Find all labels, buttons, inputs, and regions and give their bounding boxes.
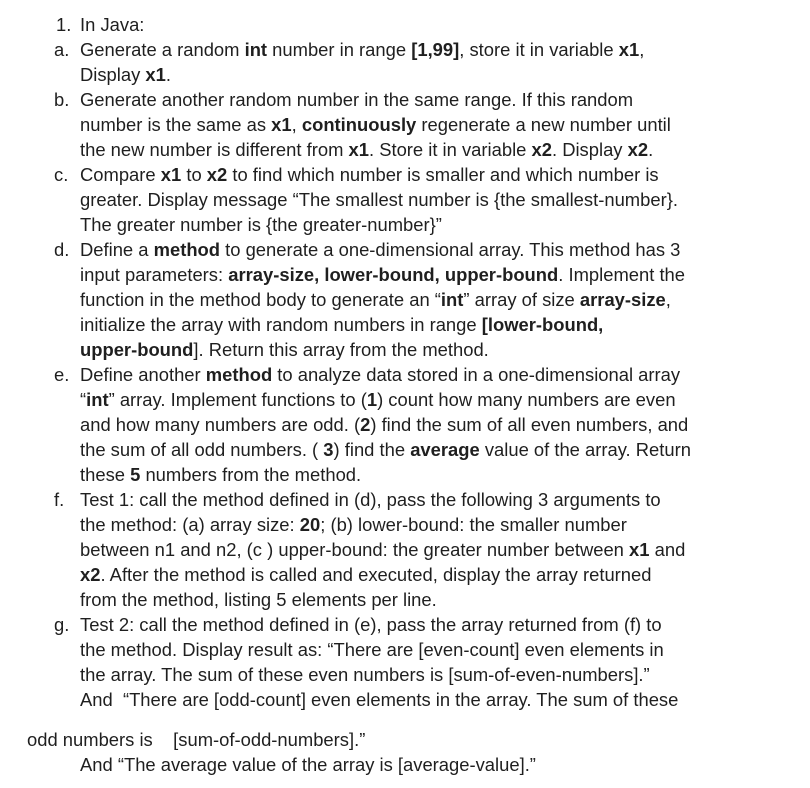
item-marker: g. <box>54 614 70 635</box>
text-run: Display <box>80 64 146 85</box>
item-text <box>80 187 678 212</box>
text-run: , <box>665 289 671 310</box>
bold-run: upper-bound <box>80 339 194 360</box>
text-run: to analyze data stored in a one-dimensional array <box>272 364 681 385</box>
item-text <box>80 287 671 312</box>
text-run: ]. Return this array from the method. <box>193 339 489 360</box>
item-text <box>80 112 671 137</box>
text-run: these <box>80 464 131 485</box>
item-text <box>80 637 664 662</box>
item-text <box>80 462 361 487</box>
text-run: the method. Display result as: “There are [even-count] even elements in <box>80 639 664 660</box>
text-run: ) find the <box>333 439 411 460</box>
text-run: function in the method body to generate an “ <box>80 289 441 310</box>
text-run: Generate a random <box>80 39 245 60</box>
text-run: numbers from the method. <box>140 464 362 485</box>
text-run: . <box>165 64 172 85</box>
text-run: . <box>648 139 654 160</box>
text-run: Compare <box>80 164 161 185</box>
text-run: number in range <box>267 39 412 60</box>
text-run: and <box>649 539 686 560</box>
text-run: regenerate a new number until <box>416 114 671 135</box>
text-run: and how many numbers are odd. ( <box>80 414 361 435</box>
trailing-line-odd: odd numbers is [sum-of-odd-numbers].” <box>27 729 366 750</box>
item-marker: e. <box>54 364 70 385</box>
bold-run: x1 <box>348 139 369 160</box>
item-marker: b. <box>54 89 70 110</box>
text-run: input parameters: <box>80 264 229 285</box>
text-run: . Implement the <box>558 264 686 285</box>
bold-run: average <box>410 439 480 460</box>
bold-run: 5 <box>130 464 141 485</box>
text-run: the method: (a) array size: <box>80 514 300 535</box>
item-text <box>80 237 680 262</box>
item-text <box>80 137 653 162</box>
text-run: Generate another random number in the same range. If this random <box>80 89 634 110</box>
item-text <box>80 662 650 687</box>
bold-run: x1 <box>145 64 166 85</box>
text-run: ) count how many numbers are even <box>377 389 676 410</box>
bold-run: array-size <box>579 289 666 310</box>
text-run: , store it in variable <box>459 39 619 60</box>
bold-run: 1 <box>366 389 378 410</box>
bold-run: x1 <box>618 39 640 60</box>
text-run: the array. The sum of these even numbers is [sum-of-even-numbers].” <box>80 664 650 685</box>
item-text <box>80 562 652 587</box>
item-text <box>80 487 661 512</box>
bold-run: [1,99] <box>411 39 460 60</box>
text-run: the new number is different from <box>80 139 349 160</box>
text-run: initialize the array with random numbers in range <box>80 314 482 335</box>
bold-run: int <box>86 389 109 410</box>
text-run: Define another <box>80 364 206 385</box>
item-text <box>80 687 678 712</box>
text-run: , <box>639 39 645 60</box>
item-text <box>80 587 437 612</box>
bold-run: array-size, lower-bound, upper-bound <box>228 264 559 285</box>
item-text <box>80 212 442 237</box>
bold-run: method <box>205 364 273 385</box>
item-marker: c. <box>54 164 69 185</box>
text-run: Test 1: call the method defined in (d), pass the following 3 arguments to <box>80 489 661 510</box>
trailing-line-average: And “The average value of the array is [average-value].” <box>80 754 536 775</box>
item-text <box>80 62 171 87</box>
item-marker: f. <box>54 489 65 510</box>
text-run: And “There are [odd-count] even elements in the array. The sum of these <box>80 689 679 710</box>
bold-run: x1 <box>160 164 182 185</box>
text-run: . Store it in variable <box>368 139 532 160</box>
item-text <box>80 387 676 412</box>
bold-run: x2 <box>206 164 228 185</box>
text-run: The greater number is {the greater-number}” <box>80 214 442 235</box>
text-run: to find which number is smaller and which number is <box>227 164 659 185</box>
item-text <box>80 262 685 287</box>
item-text <box>80 162 659 187</box>
item-text <box>80 437 691 462</box>
text-run: from the method, listing 5 elements per line. <box>80 589 437 610</box>
bold-run: int <box>440 289 464 310</box>
item-text <box>80 612 662 637</box>
text-run: . After the method is called and executed, display the array returned <box>100 564 652 585</box>
heading-text: In Java: <box>80 14 145 35</box>
text-run: Define a <box>80 239 154 260</box>
bold-run: 2 <box>360 414 371 435</box>
item-text <box>80 87 633 112</box>
item-text <box>80 362 680 387</box>
item-text <box>80 312 603 337</box>
text-run: , <box>291 114 302 135</box>
bold-run: int <box>244 39 268 60</box>
text-run: the sum of all odd numbers. ( <box>80 439 324 460</box>
bold-run: 20 <box>299 514 321 535</box>
bold-run: method <box>153 239 221 260</box>
text-run: “ <box>80 389 87 410</box>
text-run: to generate a one-dimensional array. This method has 3 <box>220 239 681 260</box>
bold-run: continuously <box>301 114 417 135</box>
text-run: number is the same as <box>80 114 272 135</box>
item-text <box>80 412 688 437</box>
text-run: ” array of size <box>463 289 580 310</box>
bold-run: [lower-bound, <box>481 314 604 335</box>
bold-run: x2 <box>531 139 552 160</box>
text-run: between n1 and n2, (c ) upper-bound: the greater number between <box>80 539 630 560</box>
text-run: greater. Display message “The smallest number is {the smallest-number}. <box>80 189 678 210</box>
bold-run: x2 <box>627 139 649 160</box>
text-run: value of the array. Return <box>479 439 691 460</box>
item-text <box>80 37 644 62</box>
text-run: . Display <box>551 139 628 160</box>
bold-run: x1 <box>271 114 292 135</box>
bold-run: 3 <box>323 439 334 460</box>
item-text <box>80 337 489 362</box>
list-number: 1. <box>56 14 72 35</box>
bold-run: x2 <box>80 564 101 585</box>
text-run: ” array. Implement functions to ( <box>108 389 367 410</box>
text-run: ) find the sum of all even numbers, and <box>370 414 689 435</box>
bold-run: x1 <box>629 539 650 560</box>
item-marker: a. <box>54 39 70 60</box>
item-text <box>80 537 685 562</box>
text-run: ; (b) lower-bound: the smaller number <box>320 514 627 535</box>
item-marker: d. <box>54 239 70 260</box>
text-run: to <box>181 164 207 185</box>
text-run: Test 2: call the method defined in (e), pass the array returned from (f) to <box>80 614 662 635</box>
heading-line <box>0 12 145 37</box>
item-text <box>80 512 627 537</box>
